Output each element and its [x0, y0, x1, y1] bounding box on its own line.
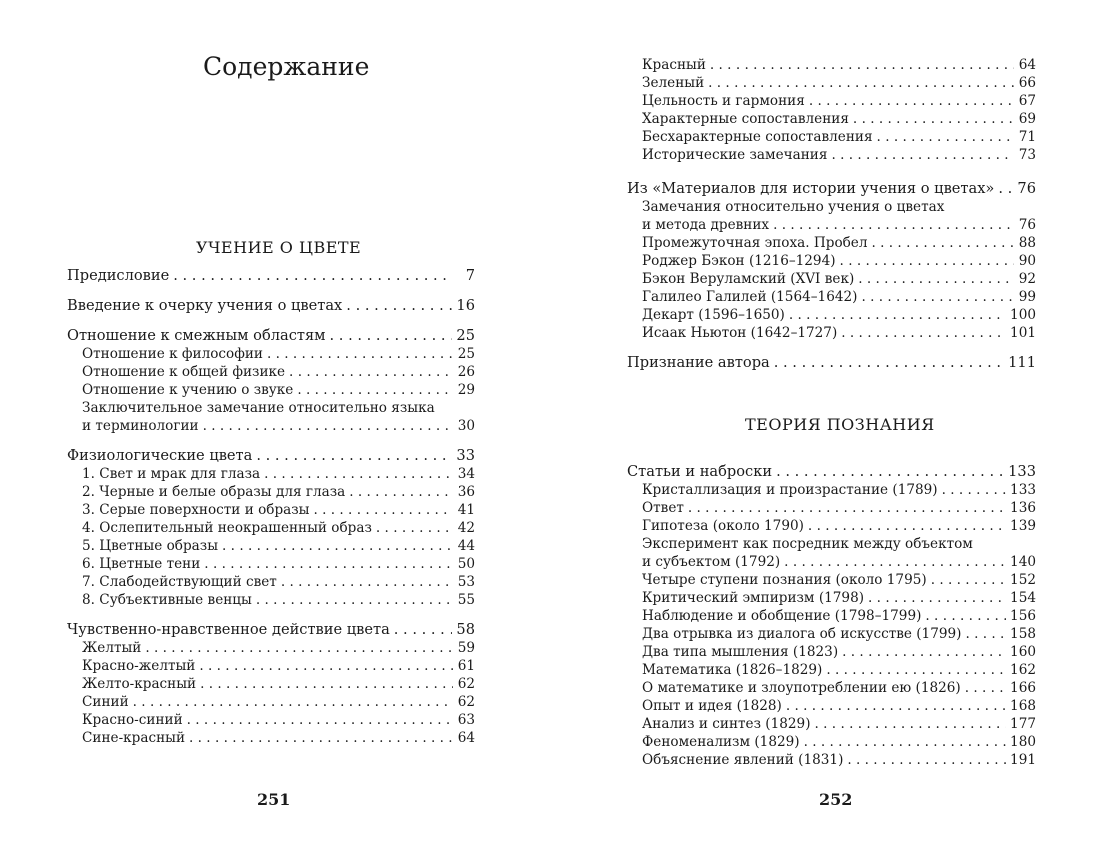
- page-ref: 191: [1010, 752, 1036, 768]
- toc-subentry: [627, 643, 1036, 661]
- entry-title: Красно-синий: [82, 712, 183, 728]
- page-ref: 69: [1018, 111, 1036, 127]
- toc-subentry: [627, 625, 1036, 643]
- toc-left: [67, 266, 475, 758]
- entry-title: 3. Серые поверхности и образы: [82, 502, 310, 518]
- dot-leader: [346, 296, 452, 315]
- entry-title: Чувственно-нравственное действие цвета: [67, 621, 390, 638]
- toc-subentry: [627, 306, 1036, 324]
- toc-entry: [67, 620, 475, 639]
- toc-subentry: [627, 571, 1036, 589]
- toc-subentry: [627, 288, 1036, 306]
- toc-subentry: [67, 591, 475, 609]
- toc-entry: [67, 296, 475, 315]
- dot-leader: [831, 146, 1014, 164]
- page-ref: 160: [1010, 644, 1036, 660]
- page-ref: 7: [465, 267, 475, 284]
- toc-subentry: [67, 555, 475, 573]
- dot-leader: [199, 657, 453, 675]
- dot-leader: [784, 553, 1006, 571]
- entry-title: Наблюдение и обобщение (1798–1799): [642, 608, 922, 624]
- dot-leader: [773, 216, 1014, 234]
- entry-title: 5. Цветные образы: [82, 538, 219, 554]
- entry-title: Предисловие: [67, 267, 170, 284]
- toc-subentry: [627, 92, 1036, 110]
- page-ref: 62: [457, 676, 475, 692]
- dot-leader: [868, 589, 1006, 607]
- entry-title: Гипотеза (около 1790): [642, 518, 804, 534]
- dot-leader: [776, 462, 1004, 481]
- dot-leader: [842, 643, 1006, 661]
- entry-title: Объяснение явлений (1831): [642, 752, 844, 768]
- toc-subentry: [627, 74, 1036, 92]
- page-ref: 42: [457, 520, 475, 536]
- toc-subentry: [627, 733, 1036, 751]
- toc-subentry: [627, 270, 1036, 288]
- toc-entry: [67, 266, 475, 285]
- toc-subentry: [627, 56, 1036, 74]
- toc-entry: [627, 179, 1036, 198]
- dot-leader: [789, 306, 1006, 324]
- toc-subentry: [67, 465, 475, 483]
- page-ref: 177: [1010, 716, 1036, 732]
- toc-subentry: [627, 146, 1036, 164]
- dot-leader: [965, 625, 1006, 643]
- toc-subentry: [627, 589, 1036, 607]
- entry-title: Желтый: [82, 640, 142, 656]
- toc-subentry: [627, 661, 1036, 679]
- toc-group: [67, 446, 475, 609]
- page-ref: 76: [1018, 217, 1036, 233]
- page-ref: 67: [1018, 93, 1036, 109]
- page-ref: 58: [456, 621, 475, 638]
- dot-leader: [376, 519, 453, 537]
- page-ref: 73: [1018, 147, 1036, 163]
- dot-leader: [189, 729, 453, 747]
- toc-subentry: [67, 711, 475, 729]
- dot-leader: [840, 252, 1014, 270]
- section-heading-color-theory: УЧЕНИЕ О ЦВЕТЕ: [196, 238, 362, 257]
- entry-title: Синий: [82, 694, 129, 710]
- page-ref: 26: [457, 364, 475, 380]
- page-ref: 90: [1018, 253, 1036, 269]
- entry-title: Кристаллизация и произрастание (1789): [642, 482, 938, 498]
- entry-title: Физиологические цвета: [67, 447, 253, 464]
- toc-subentry: [67, 675, 475, 693]
- toc-right-articles: [627, 462, 1036, 780]
- page-ref: 29: [457, 382, 475, 398]
- entry-title: Отношение к учению о звуке: [82, 382, 294, 398]
- entry-title: и метода древних: [642, 217, 770, 233]
- toc-group: [627, 462, 1036, 769]
- dot-leader: [281, 573, 453, 591]
- toc-subentry: [627, 697, 1036, 715]
- dot-leader: [708, 74, 1014, 92]
- toc-subentry: [627, 607, 1036, 625]
- entry-title: 6. Цветные тени: [82, 556, 201, 572]
- page-ref: 111: [1008, 354, 1036, 371]
- entry-title: Из «Материалов для истории учения о цветах»: [627, 180, 995, 197]
- dot-leader: [330, 326, 453, 345]
- dot-leader: [394, 620, 453, 639]
- page-ref: 61: [457, 658, 475, 674]
- entry-title: 8. Субъективные венцы: [82, 592, 252, 608]
- entry-title: 4. Ослепительный неокрашенный образ: [82, 520, 372, 536]
- entry-title: Статьи и наброски: [627, 463, 773, 480]
- page-ref: 133: [1008, 463, 1036, 480]
- entry-title: Введение к очерку учения о цветах: [67, 297, 343, 314]
- toc-subentry: [67, 363, 475, 381]
- dot-leader: [809, 92, 1014, 110]
- toc-right-history: [627, 179, 1036, 383]
- entry-title: Признание автора: [627, 354, 770, 371]
- entry-title: Анализ и синтез (1829): [642, 716, 811, 732]
- entry-title: Бесхарактерные сопоставления: [642, 129, 873, 145]
- toc-group: [627, 353, 1036, 372]
- page-ref: 71: [1018, 129, 1036, 145]
- toc-subentry: [67, 381, 475, 399]
- dot-leader: [297, 381, 453, 399]
- dot-leader: [786, 697, 1006, 715]
- dot-leader: [841, 324, 1006, 342]
- dot-leader: [858, 270, 1014, 288]
- dot-leader: [847, 751, 1006, 769]
- dot-leader: [861, 288, 1014, 306]
- toc-entry: [67, 326, 475, 345]
- page-ref: 88: [1018, 235, 1036, 251]
- entry-title: Ответ: [642, 500, 684, 516]
- entry-title: Математика (1826–1829): [642, 662, 823, 678]
- entry-title: Два отрывка из диалога об искусстве (1799): [642, 626, 962, 642]
- toc-subentry: [627, 751, 1036, 769]
- entry-title: Критический эмпиризм (1798): [642, 590, 865, 606]
- dot-leader: [853, 110, 1014, 128]
- entry-title: и субъектом (1792): [642, 554, 781, 570]
- toc-right-continued: [627, 56, 1036, 164]
- dot-leader: [710, 56, 1014, 74]
- dot-leader: [256, 446, 452, 465]
- toc-subentry: [67, 501, 475, 519]
- entry-title: Отношение к смежным областям: [67, 327, 326, 344]
- page-number-left: 251: [257, 790, 291, 809]
- toc-subentry: [627, 499, 1036, 517]
- entry-title: Отношение к общей физике: [82, 364, 286, 380]
- toc-subentry: [67, 657, 475, 675]
- page-ref: 53: [457, 574, 475, 590]
- entry-title: Декарт (1596–1650): [642, 307, 785, 323]
- toc-subentry: [627, 517, 1036, 535]
- toc-subentry: [67, 537, 475, 555]
- page-ref: 34: [457, 466, 475, 482]
- toc-subentry: [67, 483, 475, 501]
- page-ref: 64: [1018, 57, 1036, 73]
- entry-title: Промежуточная эпоха. Пробел: [642, 235, 868, 251]
- toc-entry: [67, 446, 475, 465]
- page-ref: 154: [1010, 590, 1036, 606]
- entry-title: Отношение к философии: [82, 346, 263, 362]
- toc-entry-line: Эксперимент как посредник между объектом: [642, 536, 973, 552]
- page-ref: 100: [1010, 307, 1036, 323]
- toc-subentry: [627, 715, 1036, 733]
- entry-title: Два типа мышления (1823): [642, 644, 839, 660]
- entry-title: Красно-желтый: [82, 658, 196, 674]
- entry-title: Желто-красный: [82, 676, 197, 692]
- dot-leader: [313, 501, 453, 519]
- toc-subentry: [67, 345, 475, 363]
- dot-leader: [349, 483, 453, 501]
- dot-leader: [931, 571, 1006, 589]
- entry-title: Галилео Галилей (1564–1642): [642, 289, 858, 305]
- toc-subentry: [627, 234, 1036, 252]
- page-ref: 59: [457, 640, 475, 656]
- entry-title: 7. Слабодействующий свет: [82, 574, 277, 590]
- page-ref: 180: [1010, 734, 1036, 750]
- page-ref: 168: [1010, 698, 1036, 714]
- dot-leader: [173, 266, 453, 285]
- dot-leader: [222, 537, 453, 555]
- page-ref: 92: [1018, 271, 1036, 287]
- page-ref: 76: [1017, 180, 1036, 197]
- entry-title: Цельность и гармония: [642, 93, 805, 109]
- toc-group: [67, 620, 475, 747]
- entry-title: Четыре ступени познания (около 1795): [642, 572, 927, 588]
- right-page: [550, 0, 1100, 861]
- toc-entry-line: Заключительное замечание относительно языка: [82, 400, 435, 416]
- toc-group: [67, 266, 475, 285]
- dot-leader: [942, 481, 1006, 499]
- page-ref: 140: [1010, 554, 1036, 570]
- entry-title: О математике и злоупотреблении ею (1826): [642, 680, 961, 696]
- entry-title: Опыт и идея (1828): [642, 698, 782, 714]
- dot-leader: [187, 711, 453, 729]
- toc-subentry: [627, 324, 1036, 342]
- page-ref: 66: [1018, 75, 1036, 91]
- dot-leader: [815, 715, 1007, 733]
- dot-leader: [145, 639, 453, 657]
- toc-subentry: [67, 729, 475, 747]
- toc-subentry: [627, 481, 1036, 499]
- page-ref: 16: [456, 297, 475, 314]
- page-ref: 64: [457, 730, 475, 746]
- entry-title: Исаак Ньютон (1642–1727): [642, 325, 838, 341]
- toc-subentry: [627, 679, 1036, 697]
- page-ref: 33: [456, 447, 475, 464]
- dot-leader: [965, 679, 1006, 697]
- toc-entry-line: Замечания относительно учения о цветах: [642, 199, 945, 215]
- dot-leader: [774, 353, 1004, 372]
- toc-entry: [627, 462, 1036, 481]
- dot-leader: [264, 465, 453, 483]
- page-ref: 101: [1010, 325, 1036, 341]
- dot-leader: [877, 128, 1014, 146]
- dot-leader: [204, 555, 453, 573]
- page-ref: 156: [1010, 608, 1036, 624]
- page-ref: 63: [457, 712, 475, 728]
- dot-leader: [289, 363, 453, 381]
- page-ref: 62: [457, 694, 475, 710]
- page-ref: 166: [1010, 680, 1036, 696]
- entry-title: Исторические замечания: [642, 147, 828, 163]
- toc-subentry: [627, 110, 1036, 128]
- dot-leader: [804, 733, 1006, 751]
- page-ref: 158: [1010, 626, 1036, 642]
- page-ref: 152: [1010, 572, 1036, 588]
- page-ref: 44: [457, 538, 475, 554]
- toc-group: [67, 326, 475, 435]
- entry-title: 2. Черные и белые образы для глаза: [82, 484, 346, 500]
- entry-title: Роджер Бэкон (1216–1294): [642, 253, 836, 269]
- entry-title: Характерные сопоставления: [642, 111, 849, 127]
- entry-title: Зеленый: [642, 75, 705, 91]
- dot-leader: [267, 345, 453, 363]
- dot-leader: [826, 661, 1006, 679]
- dot-leader: [998, 179, 1013, 198]
- page-number-right: 252: [819, 790, 853, 809]
- page-ref: 136: [1010, 500, 1036, 516]
- entry-title: и терминологии: [82, 418, 199, 434]
- toc-subentry: [67, 519, 475, 537]
- page-ref: 25: [457, 346, 475, 362]
- toc-subentry: [67, 639, 475, 657]
- toc-group: [67, 296, 475, 315]
- section-heading-epistemology: ТЕОРИЯ ПОЗНАНИЯ: [745, 415, 935, 434]
- toc-subentry: [67, 693, 475, 711]
- dot-leader: [688, 499, 1006, 517]
- dot-leader: [200, 675, 453, 693]
- dot-leader: [808, 517, 1006, 535]
- dot-leader: [203, 417, 453, 435]
- page-ref: 99: [1018, 289, 1036, 305]
- page-ref: 55: [457, 592, 475, 608]
- page-ref: 30: [457, 418, 475, 434]
- entry-title: Бэкон Веруламский (XVI век): [642, 271, 855, 287]
- toc-subentry: [627, 553, 1036, 571]
- toc-subentry: [627, 128, 1036, 146]
- dot-leader: [256, 591, 453, 609]
- page-ref: 41: [457, 502, 475, 518]
- toc-group: [627, 179, 1036, 342]
- entry-title: Феноменализм (1829): [642, 734, 800, 750]
- entry-title: 1. Свет и мрак для глаза: [82, 466, 261, 482]
- entry-title: Красный: [642, 57, 706, 73]
- dot-leader: [872, 234, 1015, 252]
- toc-subentry: [67, 417, 475, 435]
- page-ref: 50: [457, 556, 475, 572]
- dot-leader: [925, 607, 1006, 625]
- page-ref: 133: [1010, 482, 1036, 498]
- page-ref: 139: [1010, 518, 1036, 534]
- toc-subentry: [627, 216, 1036, 234]
- entry-title: Сине-красный: [82, 730, 186, 746]
- page-ref: 162: [1010, 662, 1036, 678]
- toc-subentry: [67, 573, 475, 591]
- toc-subentry: [627, 252, 1036, 270]
- contents-title: Содержание: [203, 52, 370, 81]
- toc-entry: [627, 353, 1036, 372]
- page-ref: 36: [457, 484, 475, 500]
- dot-leader: [133, 693, 453, 711]
- page-ref: 25: [456, 327, 475, 344]
